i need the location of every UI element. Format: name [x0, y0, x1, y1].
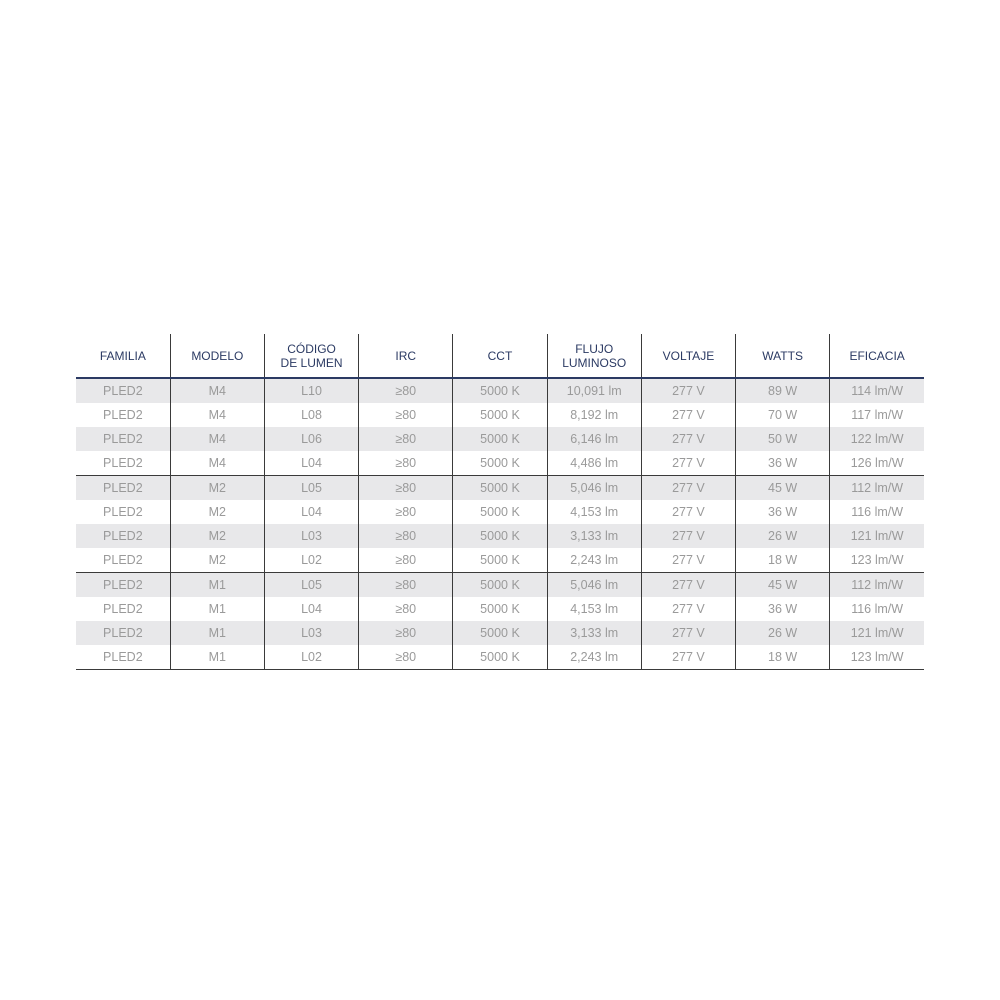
cell-modelo: M4	[170, 403, 264, 427]
column-header-label: VOLTAJE	[662, 348, 715, 363]
cell-modelo: M4	[170, 451, 264, 476]
cell-cct: 5000 K	[453, 524, 547, 548]
cell-eficacia: 114 lm/W	[830, 378, 924, 403]
cell-cct: 5000 K	[453, 573, 547, 598]
table-row	[76, 427, 924, 451]
cell-codigo-lumen: L08	[264, 403, 358, 427]
cell-familia: PLED2	[76, 645, 170, 670]
cell-cct: 5000 K	[453, 378, 547, 403]
cell-flujo-luminoso: 2,243 lm	[547, 645, 641, 670]
cell-irc: ≥80	[359, 621, 453, 645]
cell-cct: 5000 K	[453, 597, 547, 621]
column-header-label: FLUJO LUMINOSO	[562, 341, 627, 370]
cell-codigo-lumen: L05	[264, 476, 358, 501]
column-header-label: EFICACIA	[849, 348, 905, 363]
cell-codigo-lumen: L05	[264, 573, 358, 598]
cell-flujo-luminoso: 4,153 lm	[547, 597, 641, 621]
cell-watts: 89 W	[736, 378, 830, 403]
cell-voltaje: 277 V	[641, 645, 735, 670]
cell-modelo: M1	[170, 621, 264, 645]
cell-voltaje: 277 V	[641, 524, 735, 548]
cell-flujo-luminoso: 5,046 lm	[547, 476, 641, 501]
cell-familia: PLED2	[103, 553, 143, 567]
cell-flujo-luminoso: 10,091 lm	[547, 378, 641, 403]
cell-modelo: M1	[170, 645, 264, 670]
column-header-label: CÓDIGO DE LUMEN	[280, 341, 343, 370]
cell-voltaje: 277 V	[641, 621, 735, 645]
table-row	[76, 645, 924, 670]
cell-voltaje: 277 V	[641, 451, 735, 476]
cell-flujo-luminoso: 3,133 lm	[547, 621, 641, 645]
header-row	[76, 334, 924, 378]
table-row	[76, 500, 924, 524]
table-header	[76, 334, 924, 378]
cell-familia: PLED2	[103, 408, 143, 422]
cell-irc: ≥80	[359, 378, 453, 403]
cell-modelo: M4	[170, 378, 264, 403]
cell-cct: 5000 K	[453, 500, 547, 524]
cell-voltaje: 277 V	[641, 573, 735, 598]
cell-familia: PLED2	[76, 621, 170, 645]
cell-irc: ≥80	[359, 427, 453, 451]
cell-codigo-lumen: L04	[264, 597, 358, 621]
column-header-flujo-luminoso	[547, 334, 641, 378]
column-header-voltaje	[641, 334, 735, 378]
cell-irc: ≥80	[359, 597, 453, 621]
cell-codigo-lumen: L03	[264, 621, 358, 645]
cell-flujo-luminoso: 4,153 lm	[547, 500, 641, 524]
cell-familia: PLED2	[103, 602, 143, 616]
cell-modelo: M2	[170, 548, 264, 573]
cell-flujo-luminoso: 5,046 lm	[547, 573, 641, 598]
cell-eficacia: 116 lm/W	[830, 500, 924, 524]
cell-cct: 5000 K	[453, 451, 547, 476]
cell-eficacia: 116 lm/W	[830, 597, 924, 621]
cell-codigo-lumen: L04	[264, 500, 358, 524]
cell-flujo-luminoso: 2,243 lm	[547, 548, 641, 573]
column-header-cct	[453, 334, 547, 378]
cell-familia: PLED2	[103, 505, 143, 519]
cell-watts: 50 W	[736, 427, 830, 451]
table-row	[76, 524, 924, 548]
column-header-irc	[359, 334, 453, 378]
cell-eficacia: 123 lm/W	[830, 548, 924, 573]
cell-watts: 36 W	[736, 451, 830, 476]
table-row	[76, 621, 924, 645]
cell-cct: 5000 K	[453, 476, 547, 501]
cell-irc: ≥80	[359, 403, 453, 427]
column-header-familia	[76, 334, 170, 378]
cell-codigo-lumen: L02	[264, 645, 358, 670]
cell-flujo-luminoso: 8,192 lm	[547, 403, 641, 427]
column-header-watts	[736, 334, 830, 378]
cell-voltaje: 277 V	[641, 403, 735, 427]
cell-familia: PLED2	[76, 476, 170, 501]
cell-eficacia: 123 lm/W	[830, 645, 924, 670]
cell-watts: 45 W	[736, 573, 830, 598]
table-row	[76, 403, 924, 427]
cell-eficacia: 121 lm/W	[830, 621, 924, 645]
cell-voltaje: 277 V	[641, 378, 735, 403]
cell-watts: 36 W	[736, 500, 830, 524]
cell-cct: 5000 K	[453, 645, 547, 670]
cell-voltaje: 277 V	[641, 548, 735, 573]
cell-irc: ≥80	[359, 645, 453, 670]
cell-cct: 5000 K	[453, 427, 547, 451]
column-header-label: WATTS	[762, 348, 803, 363]
cell-eficacia: 112 lm/W	[830, 476, 924, 501]
cell-watts: 26 W	[736, 524, 830, 548]
cell-irc: ≥80	[359, 548, 453, 573]
cell-irc: ≥80	[359, 476, 453, 501]
table-row	[76, 451, 924, 476]
cell-codigo-lumen: L03	[264, 524, 358, 548]
cell-eficacia: 112 lm/W	[830, 573, 924, 598]
column-header-label: FAMILIA	[99, 348, 146, 363]
cell-watts: 45 W	[736, 476, 830, 501]
cell-modelo: M2	[170, 476, 264, 501]
cell-watts: 18 W	[736, 645, 830, 670]
cell-familia: PLED2	[103, 456, 143, 470]
cell-watts: 70 W	[736, 403, 830, 427]
table-row	[76, 573, 924, 598]
cell-modelo: M2	[170, 500, 264, 524]
cell-modelo: M1	[170, 597, 264, 621]
cell-voltaje: 277 V	[641, 427, 735, 451]
cell-cct: 5000 K	[453, 548, 547, 573]
cell-codigo-lumen: L04	[264, 451, 358, 476]
cell-eficacia: 117 lm/W	[830, 403, 924, 427]
cell-eficacia: 121 lm/W	[830, 524, 924, 548]
cell-codigo-lumen: L02	[264, 548, 358, 573]
cell-watts: 26 W	[736, 621, 830, 645]
spec-table	[76, 334, 924, 670]
cell-voltaje: 277 V	[641, 500, 735, 524]
column-header-modelo	[170, 334, 264, 378]
cell-flujo-luminoso: 3,133 lm	[547, 524, 641, 548]
column-header-label: MODELO	[191, 348, 244, 363]
cell-irc: ≥80	[359, 500, 453, 524]
cell-modelo: M2	[170, 524, 264, 548]
cell-familia: PLED2	[76, 524, 170, 548]
column-header-eficacia	[830, 334, 924, 378]
cell-codigo-lumen: L06	[264, 427, 358, 451]
cell-familia: PLED2	[76, 378, 170, 403]
table-row	[76, 597, 924, 621]
cell-irc: ≥80	[359, 524, 453, 548]
cell-cct: 5000 K	[453, 621, 547, 645]
column-header-label: IRC	[395, 348, 417, 363]
cell-flujo-luminoso: 4,486 lm	[547, 451, 641, 476]
cell-cct: 5000 K	[453, 403, 547, 427]
cell-eficacia: 122 lm/W	[830, 427, 924, 451]
cell-familia: PLED2	[76, 573, 170, 598]
table-row	[76, 378, 924, 403]
cell-modelo: M1	[170, 573, 264, 598]
cell-voltaje: 277 V	[641, 597, 735, 621]
cell-voltaje: 277 V	[641, 476, 735, 501]
table-body	[76, 378, 924, 670]
table-row	[76, 476, 924, 501]
cell-codigo-lumen: L10	[264, 378, 358, 403]
column-header-label: CCT	[487, 348, 513, 363]
cell-watts: 18 W	[736, 548, 830, 573]
table-row	[76, 548, 924, 573]
cell-eficacia: 126 lm/W	[830, 451, 924, 476]
cell-watts: 36 W	[736, 597, 830, 621]
cell-irc: ≥80	[359, 451, 453, 476]
cell-familia: PLED2	[76, 427, 170, 451]
cell-modelo: M4	[170, 427, 264, 451]
column-header-codigo-lumen	[264, 334, 358, 378]
cell-flujo-luminoso: 6,146 lm	[547, 427, 641, 451]
cell-irc: ≥80	[359, 573, 453, 598]
